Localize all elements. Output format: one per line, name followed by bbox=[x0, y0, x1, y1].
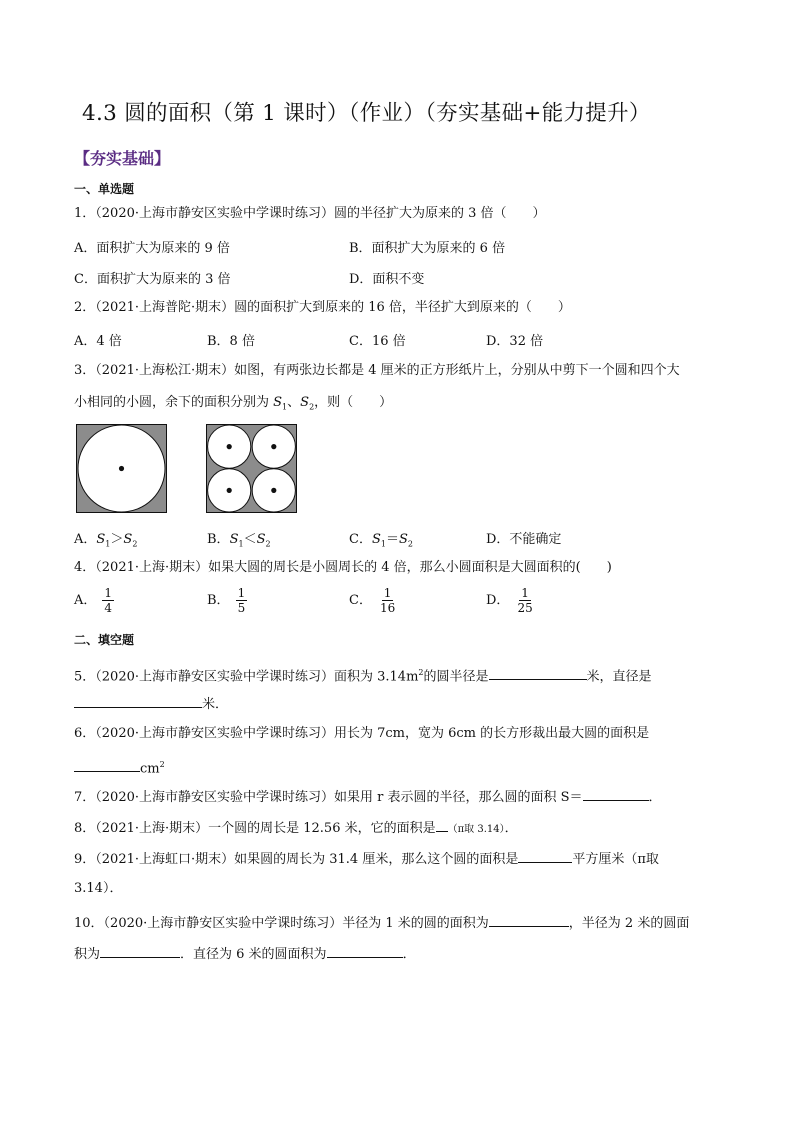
answer-blank bbox=[327, 944, 403, 958]
page-title: 4.3 圆的面积（第 1 课时）（作业）（夯实基础+能力提升） bbox=[82, 101, 651, 126]
figure-one-circle bbox=[76, 424, 168, 514]
answer-blank bbox=[583, 787, 649, 801]
q3-option-a: A．$S_1>S_2$ bbox=[74, 532, 138, 549]
answer-blank bbox=[489, 913, 569, 927]
q4-option-a: A． $\frac{1}{4}$ bbox=[74, 586, 113, 615]
q1-option-c: C．面积扩大为原来的 3 倍 bbox=[74, 272, 231, 287]
question-9-line2: 3.14）． bbox=[74, 881, 123, 896]
part1-heading: 一、单选题 bbox=[74, 182, 135, 196]
answer-blank bbox=[518, 849, 572, 863]
figure-four-circles bbox=[206, 424, 298, 514]
q1-option-a: A．面积扩大为原来的 9 倍 bbox=[74, 241, 230, 256]
question-9-line1: 9．（2021·上海虹口·期末）如果圆的周长为 31.4 厘米，那么这个圆的面积是 平方厘米（π取 bbox=[74, 849, 659, 869]
q4-option-b: B． $\frac{1}{5}$ bbox=[207, 586, 246, 615]
question-2: 2．（2021·上海普陀·期末）圆的面积扩大到原来的 16 倍，半径扩大到原来的（ ） bbox=[74, 300, 571, 315]
question-8: 8．（2021·上海·期末）一个圆的周长是 12.56 米，它的面积是 （π取 3.14）． bbox=[74, 818, 518, 839]
q3-option-d: D．不能确定 bbox=[486, 532, 562, 547]
question-10-line2: 积为 ．直径为 6 米的圆面积为 ． bbox=[74, 944, 416, 964]
section-heading: 【夯实基础】 bbox=[74, 149, 171, 168]
question-1: 1．（2020·上海市静安区实验中学课时练习）圆的半径扩大为原来的 3 倍（ ） bbox=[74, 206, 546, 221]
part2-heading: 二、填空题 bbox=[74, 633, 135, 647]
q3-option-b: B．$S_1<S_2$ bbox=[207, 532, 271, 549]
question-5-line2: 米． bbox=[74, 694, 228, 714]
q2-option-c: C．16 倍 bbox=[349, 334, 406, 349]
q2-option-d: D．32 倍 bbox=[486, 334, 544, 349]
question-7: 7．（2020·上海市静安区实验中学课时练习）如果用 r 表示圆的半径，那么圆的面积 S＝ ． bbox=[74, 787, 662, 807]
question-6-line1: 6．（2020·上海市静安区实验中学课时练习）用长为 7cm，宽为 6cm 的长方形裁出最大圆的面积是 bbox=[74, 726, 650, 741]
q1-option-b: B．面积扩大为原来的 6 倍 bbox=[349, 241, 506, 256]
q2-option-a: A．4 倍 bbox=[74, 334, 122, 349]
answer-blank bbox=[489, 666, 587, 680]
question-10-line1: 10．（2020·上海市静安区实验中学课时练习）半径为 1 米的圆的面积为 ，半径为 2 米的圆面 bbox=[74, 913, 689, 933]
question-4: 4．（2021·上海·期末）如果大圆的周长是小圆周长的 4 倍，那么小圆面积是大圆面积的( ) bbox=[74, 560, 612, 575]
q1-option-d: D．面积不变 bbox=[349, 272, 425, 287]
question-3-line1: 3．（2021·上海松江·期末）如图，有两张边长都是 4 厘米的正方形纸片上，分别从中剪下一个圆和四个大 bbox=[74, 363, 680, 378]
q4-option-c: C． $\frac{1}{16}$ bbox=[349, 586, 396, 615]
answer-blank bbox=[436, 818, 448, 832]
answer-blank bbox=[74, 694, 202, 708]
question-3-line2: 小相同的小圆，余下的面积分别为 $S_1$、$S_2$，则（ ） bbox=[74, 395, 393, 412]
q2-option-b: B．8 倍 bbox=[207, 334, 255, 349]
answer-blank bbox=[100, 944, 180, 958]
q4-option-d: D． $\frac{1}{25}$ bbox=[486, 586, 533, 615]
q3-option-c: C．$S_1=S_2$ bbox=[349, 532, 413, 549]
question-5-line1: 5．（2020·上海市静安区实验中学课时练习）面积为 $3.14m^2$的圆半径是 米，直径是 bbox=[74, 668, 652, 685]
question-6-line2: $cm^2$ bbox=[74, 756, 165, 778]
answer-blank bbox=[74, 758, 140, 772]
